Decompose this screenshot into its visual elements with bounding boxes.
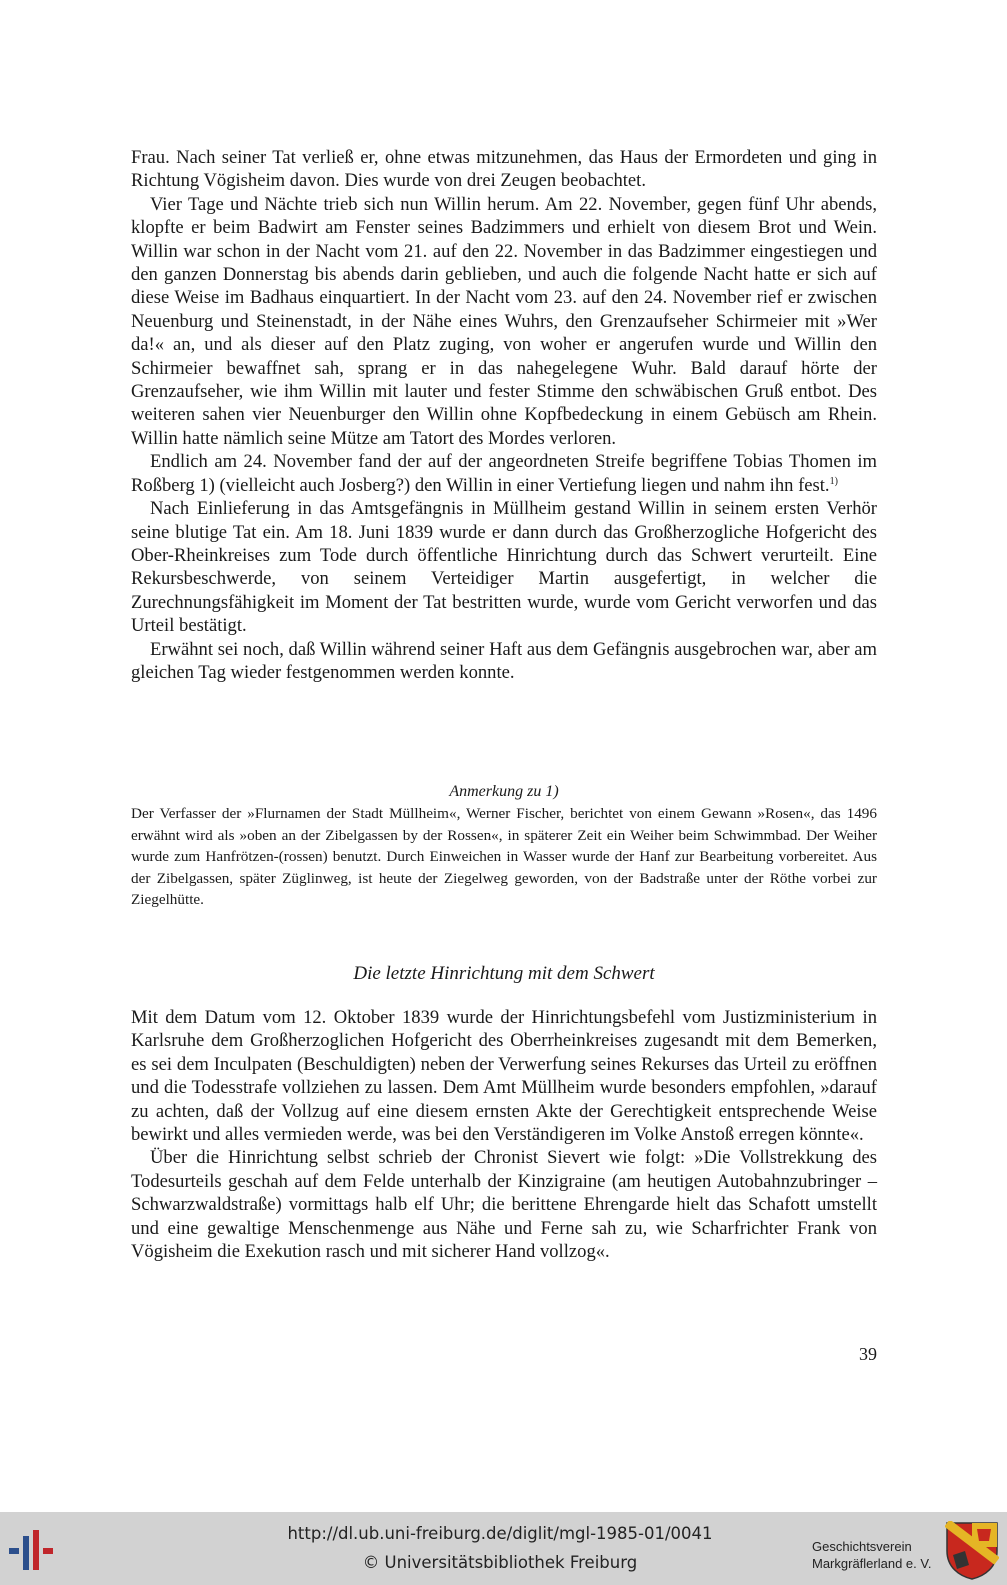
- note-text: Der Verfasser der »Flurnamen der Stadt Müllheim«, Werner Fischer, berichtet von einem Gewann »Rosen«, das 1496 erwähnt wird als »oben an der Zibelgassen by der Rossen«, in späterer Zeit ein Weiher beim Schwimmbad. Der Weiher wurde zum Hanfrötzen-(rossen) benutzt. Durch Einweichen in Wasser wurde der Hanf zur Bearbeitung vorbereitet. Aus der Zibelgassen, später Züglinweg, ist heute der Ziegelweg geworden, von der Badstraße unter der Röthe vorbei zur Ziegelhütte.: [131, 805, 877, 909]
- footer-copyright: © Universitätsbibliothek Freiburg: [362, 1553, 638, 1572]
- footer-url-link[interactable]: http://dl.ub.uni-freiburg.de/diglit/mgl-1985-01/0041: [287, 1524, 713, 1543]
- paragraph: Frau. Nach seiner Tat verließ er, ohne etwas mitzunehmen, das Haus der Ermordeten und ging in Richtung Vögisheim davon. Dies wurde von drei Zeugen beobachtet.: [131, 147, 877, 192]
- paragraph: Mit dem Datum vom 12. Oktober 1839 wurde der Hinrichtungsbefehl vom Justizministerium in Karlsruhe dem Großherzoglichen Hofgericht des Oberrheinkreises zugesandt mit dem Bemerken, es sei dem Inculpaten (Beschuldigten) neben der Verwerfung seines Rekurses das Urteil zu eröffnen und die Todesstrafe vollziehen zu lassen. Dem Amt Müllheim wurde besonders empfohlen, »darauf zu achten, daß der Vollzug auf eine diesem ernsten Akte der Gerechtigkeit entsprechende Weise bewirkt und alles vermieden werde, was bei den Verständigeren im Volke Anstoß erregen könnte«.: [131, 1007, 877, 1146]
- page-number: 39: [859, 1344, 877, 1364]
- society-line: Geschichtsverein: [812, 1539, 912, 1554]
- footnote-marker: 1): [829, 475, 838, 487]
- paragraph: Vier Tage und Nächte trieb sich nun Willin herum. Am 22. November, gegen fünf Uhr abends, klopfte er beim Badwirt am Fenster seines Badzimmers und erhielt von diesem Brot und Wein. Willin war schon in der Nacht vom 21. auf den 22. November in das Badzimmer eingestiegen und den ganzen Donnerstag bis abends darin geblieben, und auch die folgende Nacht hatte er sich auf diese Weise im Badhaus einquartiert. In der Nacht vom 23. auf den 24. November rief er zwischen Neuenburg und Steinenstadt, in der Nähe eines Wuhrs, den Grenzaufseher Schirmeier mit »Wer da!« an, und als dieser auf den Platz zuging, von woher er angerufen wurde und Willin den Schirmeier bewaffnet sah, sprang er in das nahegelegene Wuhr. Bald darauf hörte der Grenzaufseher, wie ihm Willin mit lauter und fester Stimme den schwäbischen Gruß entbot. Des weiteren sahen vier Neuenburger den Willin ohne Kopfbedeckung in einem Gebüsch am Rhein. Willin hatte nämlich seine Mütze am Tatort des Mordes verloren.: [131, 193, 877, 449]
- markgraeflerland-crest-icon: [945, 1521, 999, 1581]
- society-line: Markgräflerland e. V.: [812, 1556, 932, 1571]
- ub-freiburg-logo-icon[interactable]: [9, 1530, 61, 1570]
- footer-society-name: [812, 1538, 942, 1572]
- note-heading: Anmerkung zu 1): [449, 783, 559, 800]
- body-text-part-2: [131, 1006, 877, 1263]
- body-text-part-1: [131, 146, 877, 684]
- paragraph: Erwähnt sei noch, daß Willin während seiner Haft aus dem Gefängnis ausgebrochen war, aber am gleichen Tag wieder festgenommen werden konnte.: [131, 638, 877, 683]
- section-heading: Die letzte Hinrichtung mit dem Schwert: [353, 963, 655, 984]
- footer-bar: [0, 1512, 1007, 1585]
- paragraph: Nach Einlieferung in das Amtsgefängnis in Müllheim gestand Willin in seinem ersten Verhör seine blutige Tat ein. Am 18. Juni 1839 wurde er dann durch das Großherzogliche Hofgericht des Ober-Rheinkreises zum Tode durch öffentliche Hinrichtung durch das Schwert verurteilt. Eine Rekursbeschwerde, von seinem Verteidiger Martin ausgefertigt, in welcher die Zurechnungsfähigkeit im Moment der Tat bestritten wurde, wurde vom Gericht verworfen und das Urteil bestätigt.: [131, 498, 877, 637]
- paragraph: [131, 450, 877, 497]
- paragraph-text: Endlich am 24. November fand der auf der angeordneten Streife begriffene Tobias Thomen im Roßberg 1) (vielleicht auch Josberg?) den Willin in einer Vertiefung liegen und nahm ihn fest.: [131, 451, 877, 496]
- paragraph: Über die Hinrichtung selbst schrieb der Chronist Sievert wie folgt: »Die Vollstrekkung des Todesurteils geschah auf dem Felde unterhalb der Kinzigraine (am heutigen Autobahnzubringer – Schwarzwaldstraße) vormittags halb elf Uhr; die berittene Ehrengarde hielt das Schafott umstellt und eine gewaltige Menschenmenge aus Nähe und Ferne sah zu, wie Scharfrichter Frank von Vögisheim die Exekution rasch und mit sicherer Hand vollzog«.: [131, 1147, 877, 1263]
